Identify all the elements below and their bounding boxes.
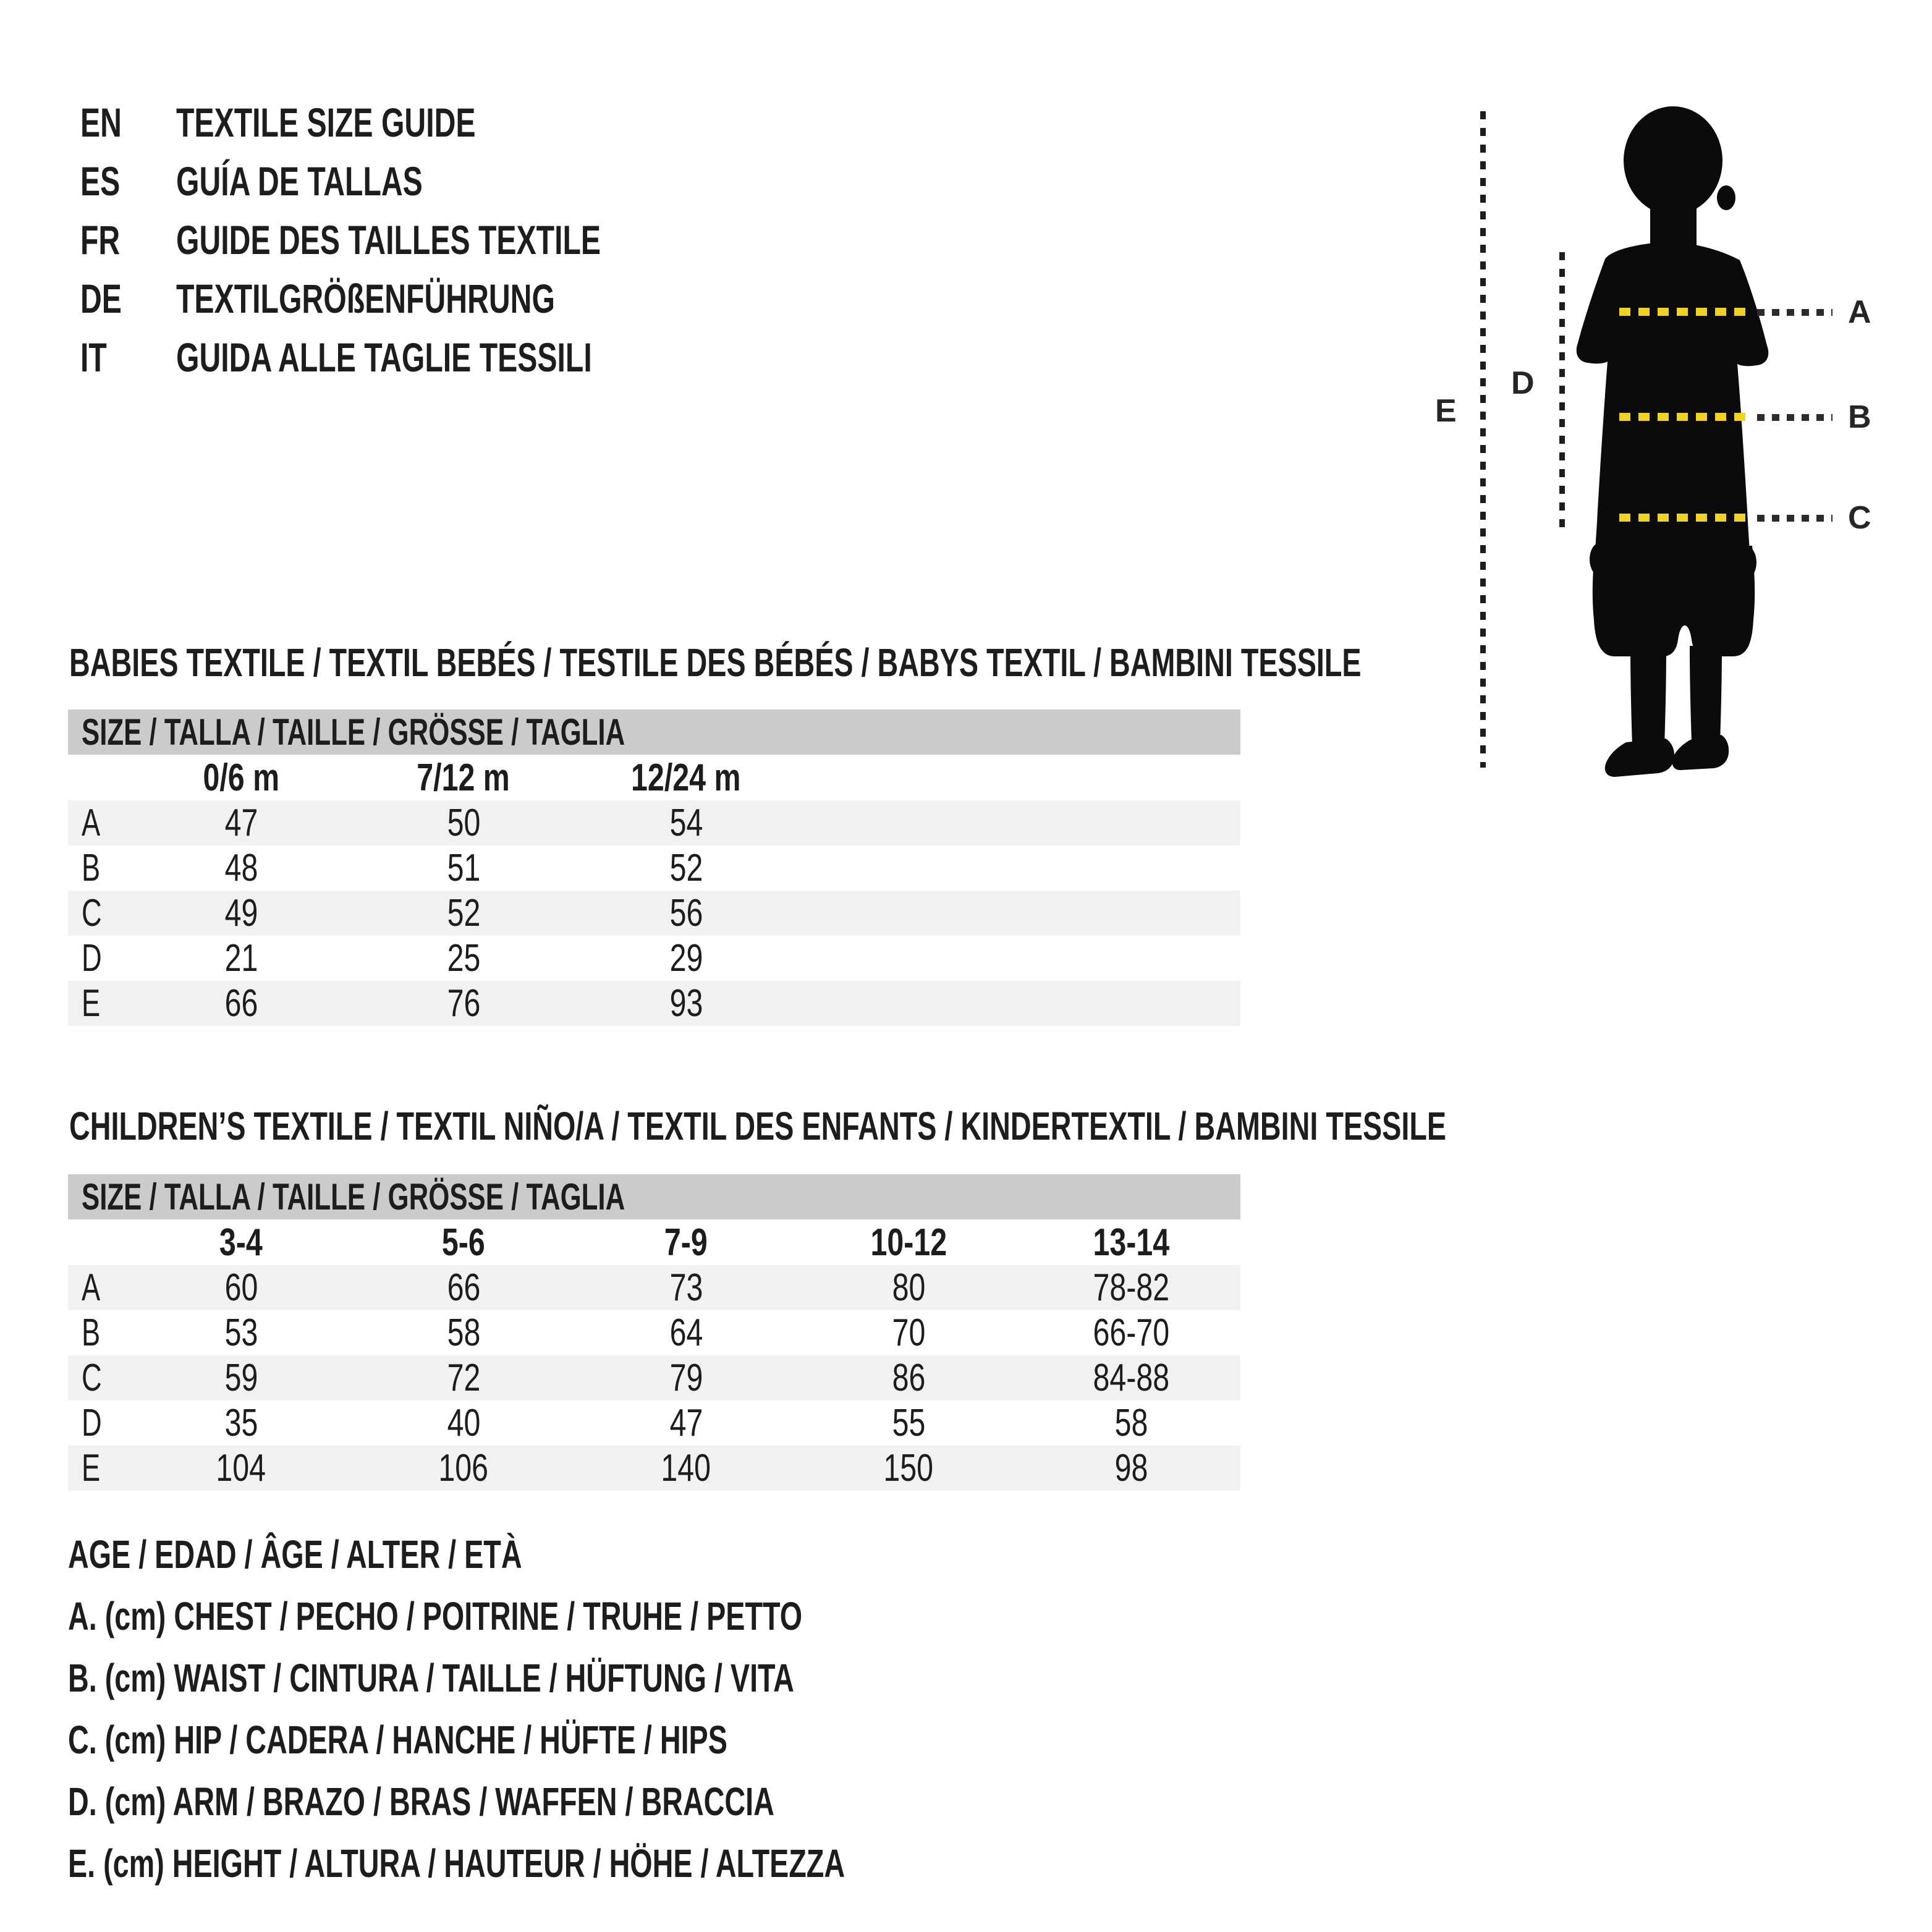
table-cell: 58 — [1114, 1402, 1148, 1444]
lang-row-en — [80, 93, 758, 151]
legend-line-age: AGE / EDAD / ÂGE / ALTER / ETÀ — [68, 1532, 522, 1577]
table-row — [68, 800, 1240, 845]
table-cell: 52 — [447, 892, 480, 934]
lang-title: GUIDE DES TAILLES TEXTILE — [176, 216, 601, 263]
measurement-legend — [68, 1523, 1132, 1894]
chest-measure-dark-dash — [1757, 309, 1832, 316]
table-row — [68, 1310, 1240, 1355]
row-label: E — [82, 1447, 101, 1489]
legend-line-arm: D. (cm) ARM / BRAZO / BRAS / WAFFEN / BRACCIA — [68, 1779, 774, 1824]
lang-row-fr — [80, 210, 758, 269]
column-header: 0/6 m — [203, 756, 279, 799]
silhouette-right-shoe — [1672, 735, 1729, 770]
column-header: 3-4 — [219, 1221, 263, 1264]
row-label: C — [82, 1357, 102, 1399]
column-header: 13-14 — [1093, 1221, 1169, 1264]
row-label: B — [82, 1311, 101, 1354]
table-cell: 55 — [892, 1402, 925, 1444]
table-cell: 64 — [669, 1311, 703, 1354]
table-cell: 47 — [224, 802, 258, 844]
row-label: E — [82, 982, 101, 1025]
table-cell: 49 — [224, 892, 258, 934]
table-cell: 66-70 — [1093, 1311, 1169, 1354]
table-cell: 79 — [669, 1357, 703, 1399]
row-label: A — [82, 802, 101, 844]
hip-measure-dark-dash — [1757, 515, 1832, 522]
table-row — [68, 1446, 1240, 1491]
lang-code: EN — [80, 99, 122, 145]
table-cell: 98 — [1114, 1447, 1148, 1489]
table-cell: 50 — [447, 802, 480, 844]
table-cell: 40 — [447, 1402, 480, 1444]
measure-label-c: C — [1848, 500, 1871, 536]
silhouette-neck — [1650, 195, 1697, 247]
hip-measure-yellow-dash — [1619, 514, 1748, 522]
table-row — [68, 891, 1240, 936]
table-row — [68, 981, 1240, 1026]
children-size-table — [68, 1174, 1240, 1491]
table-cell: 25 — [447, 937, 480, 980]
silhouette-left-shoe — [1605, 739, 1674, 777]
table-cell: 53 — [224, 1311, 258, 1354]
table-cell: 76 — [447, 982, 480, 1025]
table-cell: 70 — [892, 1311, 925, 1354]
lang-title: TEXTILE SIZE GUIDE — [176, 99, 476, 145]
waist-measure-dark-dash — [1757, 414, 1832, 421]
measure-label-e: E — [1435, 393, 1457, 429]
row-label: B — [82, 847, 101, 889]
lang-code: ES — [80, 158, 121, 204]
table-row — [68, 936, 1240, 981]
table-row — [68, 1355, 1240, 1400]
waist-measure-yellow-dash — [1619, 413, 1748, 421]
language-title-block — [80, 93, 758, 386]
table-row — [68, 1265, 1240, 1310]
lang-code: DE — [80, 275, 122, 321]
legend-line-chest: A. (cm) CHEST / PECHO / POITRINE / TRUHE / PETTO — [68, 1594, 803, 1638]
babies-column-header-row — [68, 755, 1240, 800]
table-cell: 21 — [224, 937, 258, 980]
lang-title: GUIDA ALLE TAGLIE TESSILI — [176, 334, 592, 380]
row-label: A — [82, 1266, 101, 1309]
lang-row-de — [80, 269, 758, 328]
row-label: D — [82, 1402, 102, 1444]
lang-row-it — [80, 328, 758, 386]
babies-size-table — [68, 710, 1240, 1026]
size-header-bar: SIZE / TALLA / TAILLE / GRÖSSE / TAGLIA — [68, 710, 1240, 755]
table-cell: 47 — [669, 1402, 703, 1444]
children-section-title: CHILDREN’S TEXTILE / TEXTIL NIÑO/A / TEXTIL DES ENFANTS / KINDERTEXTIL / BAMBINI TESSILE — [69, 1104, 1447, 1148]
table-cell: 58 — [447, 1311, 480, 1354]
table-cell: 140 — [661, 1447, 711, 1489]
arm-measure-dotted-line — [1559, 252, 1565, 530]
table-cell: 73 — [669, 1266, 703, 1309]
measure-label-d: D — [1511, 365, 1535, 401]
row-label: D — [82, 937, 102, 980]
silhouette-shorts — [1593, 546, 1755, 656]
column-header: 5-6 — [442, 1221, 485, 1264]
silhouette-ear — [1717, 185, 1735, 210]
table-cell: 93 — [669, 982, 703, 1025]
legend-line-waist: B. (cm) WAIST / CINTURA / TAILLE / HÜFTUNG / VITA — [68, 1656, 794, 1700]
column-header: 7/12 m — [417, 756, 511, 799]
lang-code: FR — [80, 216, 121, 263]
table-cell: 56 — [669, 892, 703, 934]
table-cell: 80 — [892, 1266, 925, 1309]
table-cell: 29 — [669, 937, 703, 980]
table-cell: 52 — [669, 847, 703, 889]
measure-label-a: A — [1848, 294, 1871, 330]
table-row — [68, 1400, 1240, 1446]
table-cell: 78-82 — [1093, 1266, 1169, 1309]
table-cell: 66 — [447, 1266, 480, 1309]
table-cell: 35 — [224, 1402, 258, 1444]
table-cell: 104 — [216, 1447, 266, 1489]
table-cell: 48 — [224, 847, 258, 889]
measure-label-b: B — [1848, 399, 1871, 435]
table-cell: 59 — [224, 1357, 258, 1399]
table-cell: 84-88 — [1093, 1357, 1169, 1399]
legend-line-height: E. (cm) HEIGHT / ALTURA / HAUTEUR / HÖHE / ALTEZZA — [68, 1841, 845, 1886]
children-column-header-row — [68, 1219, 1240, 1265]
legend-line-hip: C. (cm) HIP / CADERA / HANCHE / HÜFTE / HIPS — [68, 1718, 727, 1762]
column-header: 7-9 — [664, 1221, 708, 1264]
table-cell: 86 — [892, 1357, 925, 1399]
column-header: 12/24 m — [631, 756, 741, 799]
table-cell: 60 — [224, 1266, 258, 1309]
table-cell: 106 — [438, 1447, 489, 1489]
table-cell: 51 — [447, 847, 480, 889]
lang-code: IT — [80, 334, 107, 380]
table-cell: 66 — [224, 982, 258, 1025]
table-cell: 54 — [669, 802, 703, 844]
column-header: 10-12 — [870, 1221, 947, 1264]
babies-section-title: BABIES TEXTILE / TEXTIL BEBÉS / TESTILE DES BÉBÉS / BABYS TEXTIL / BAMBINI TESSILE — [69, 640, 1362, 685]
lang-title: GUÍA DE TALLAS — [176, 158, 423, 204]
table-cell: 72 — [447, 1357, 480, 1399]
size-header-bar: SIZE / TALLA / TAILLE / GRÖSSE / TAGLIA — [68, 1174, 1240, 1219]
lang-row-es — [80, 151, 758, 210]
row-label: C — [82, 892, 102, 934]
chest-measure-yellow-dash — [1619, 308, 1748, 316]
table-cell: 150 — [883, 1447, 934, 1489]
table-row — [68, 845, 1240, 891]
lang-title: TEXTILGRÖßENFÜHRUNG — [176, 275, 555, 321]
